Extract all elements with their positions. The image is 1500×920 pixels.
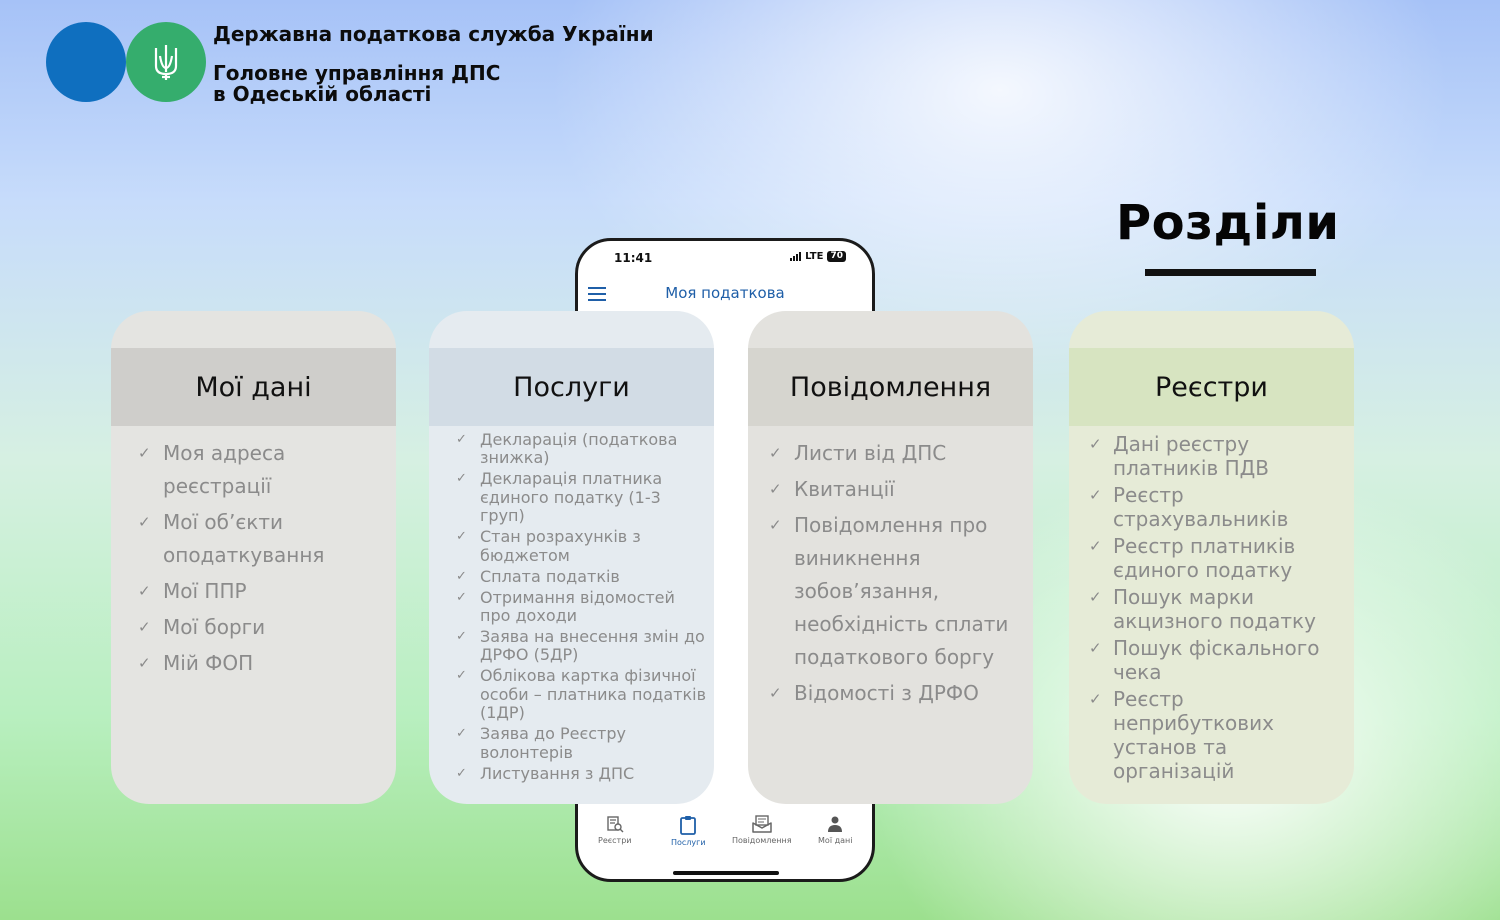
nav-item-registry[interactable] bbox=[580, 815, 650, 855]
list-item: ✓ Стан розрахунків з бюджетом bbox=[456, 528, 708, 565]
bottom-nav bbox=[578, 815, 872, 855]
logo-blue-circle bbox=[46, 22, 126, 102]
list-item: ✓ Мої борги bbox=[138, 611, 386, 644]
card-item-list bbox=[769, 437, 1027, 713]
status-indicators bbox=[790, 251, 846, 262]
list-item: ✓ Дані реєстру платників ПДВ bbox=[1089, 432, 1348, 480]
card-item-list bbox=[1089, 432, 1348, 786]
card-services bbox=[429, 311, 714, 804]
nav-item-services[interactable] bbox=[653, 815, 723, 855]
list-item: ✓ Декларація (податкова знижка) bbox=[456, 431, 708, 468]
clipboard-icon bbox=[679, 815, 697, 835]
nav-label: Реєстри bbox=[598, 836, 632, 845]
card-title: Послуги bbox=[429, 348, 714, 426]
logo-green-circle bbox=[126, 22, 206, 102]
list-item: ✓ Мій ФОП bbox=[138, 647, 386, 680]
signal-icon bbox=[790, 252, 801, 261]
org-line-1: Державна податкова служба України bbox=[213, 22, 654, 46]
list-item: ✓ Моя адреса реєстрації bbox=[138, 437, 386, 503]
list-item: ✓ Мої ППР bbox=[138, 575, 386, 608]
list-item: ✓ Реєстр платників єдиного податку bbox=[1089, 534, 1348, 582]
list-item: ✓ Заява на внесення змін до ДРФО (5ДР) bbox=[456, 628, 708, 665]
list-item: ✓ Реєстр неприбуткових установ та організацій bbox=[1089, 687, 1348, 783]
list-item: ✓ Заява до Реєстру волонтерів bbox=[456, 725, 708, 762]
battery-icon: 70 bbox=[827, 251, 846, 262]
nav-label: Послуги bbox=[670, 838, 706, 847]
organization-name bbox=[213, 24, 654, 105]
card-title: Повідомлення bbox=[748, 348, 1033, 426]
card-title: Реєстри bbox=[1069, 348, 1354, 426]
status-time: 11:41 bbox=[614, 251, 653, 265]
card-notifications bbox=[748, 311, 1033, 804]
nav-item-notifications[interactable] bbox=[727, 815, 797, 855]
list-item: ✓ Реєстр страхувальників bbox=[1089, 483, 1348, 531]
card-my-data bbox=[111, 311, 396, 804]
list-item: ✓ Повідомлення про виникнення зобов’язання, необхідність сплати податкового боргу bbox=[769, 509, 1027, 674]
card-item-list bbox=[138, 437, 386, 683]
section-title: Розділи bbox=[1116, 195, 1340, 251]
list-item: ✓ Сплата податків bbox=[456, 568, 708, 586]
title-underline bbox=[1145, 269, 1316, 276]
list-item: ✓ Мої об’єкти оподаткування bbox=[138, 506, 386, 572]
list-item: ✓ Декларація платника єдиного податку (1-3 груп) bbox=[456, 470, 708, 525]
home-indicator bbox=[673, 871, 779, 875]
org-line-2: Головне управління ДПС bbox=[213, 61, 501, 85]
envelope-icon bbox=[752, 815, 772, 833]
org-line-3: в Одеській області bbox=[213, 82, 432, 106]
nav-label: Повідомлення bbox=[731, 836, 792, 845]
card-title: Мої дані bbox=[111, 348, 396, 426]
list-item: ✓ Листи від ДПС bbox=[769, 437, 1027, 470]
card-registries bbox=[1069, 311, 1354, 804]
user-icon bbox=[826, 815, 844, 833]
nav-item-my-data[interactable] bbox=[800, 815, 870, 855]
list-item: ✓ Облікова картка фізичної особи – платника податків (1ДР) bbox=[456, 667, 708, 722]
registry-search-icon bbox=[606, 815, 624, 833]
trident-icon bbox=[151, 42, 181, 82]
list-item: ✓ Відомості з ДРФО bbox=[769, 677, 1027, 710]
network-label: LTE bbox=[805, 251, 824, 262]
list-item: ✓ Листування з ДПС bbox=[456, 765, 708, 783]
app-title: Моя податкова bbox=[665, 284, 785, 302]
list-item: ✓ Пошук марки акцизного податку bbox=[1089, 585, 1348, 633]
list-item: ✓ Отримання відомостей про доходи bbox=[456, 589, 708, 626]
list-item: ✓ Квитанції bbox=[769, 473, 1027, 506]
list-item: ✓ Пошук фіскального чека bbox=[1089, 636, 1348, 684]
dps-logo bbox=[46, 22, 208, 104]
card-item-list bbox=[456, 431, 708, 786]
nav-label: Мої дані bbox=[818, 836, 853, 845]
